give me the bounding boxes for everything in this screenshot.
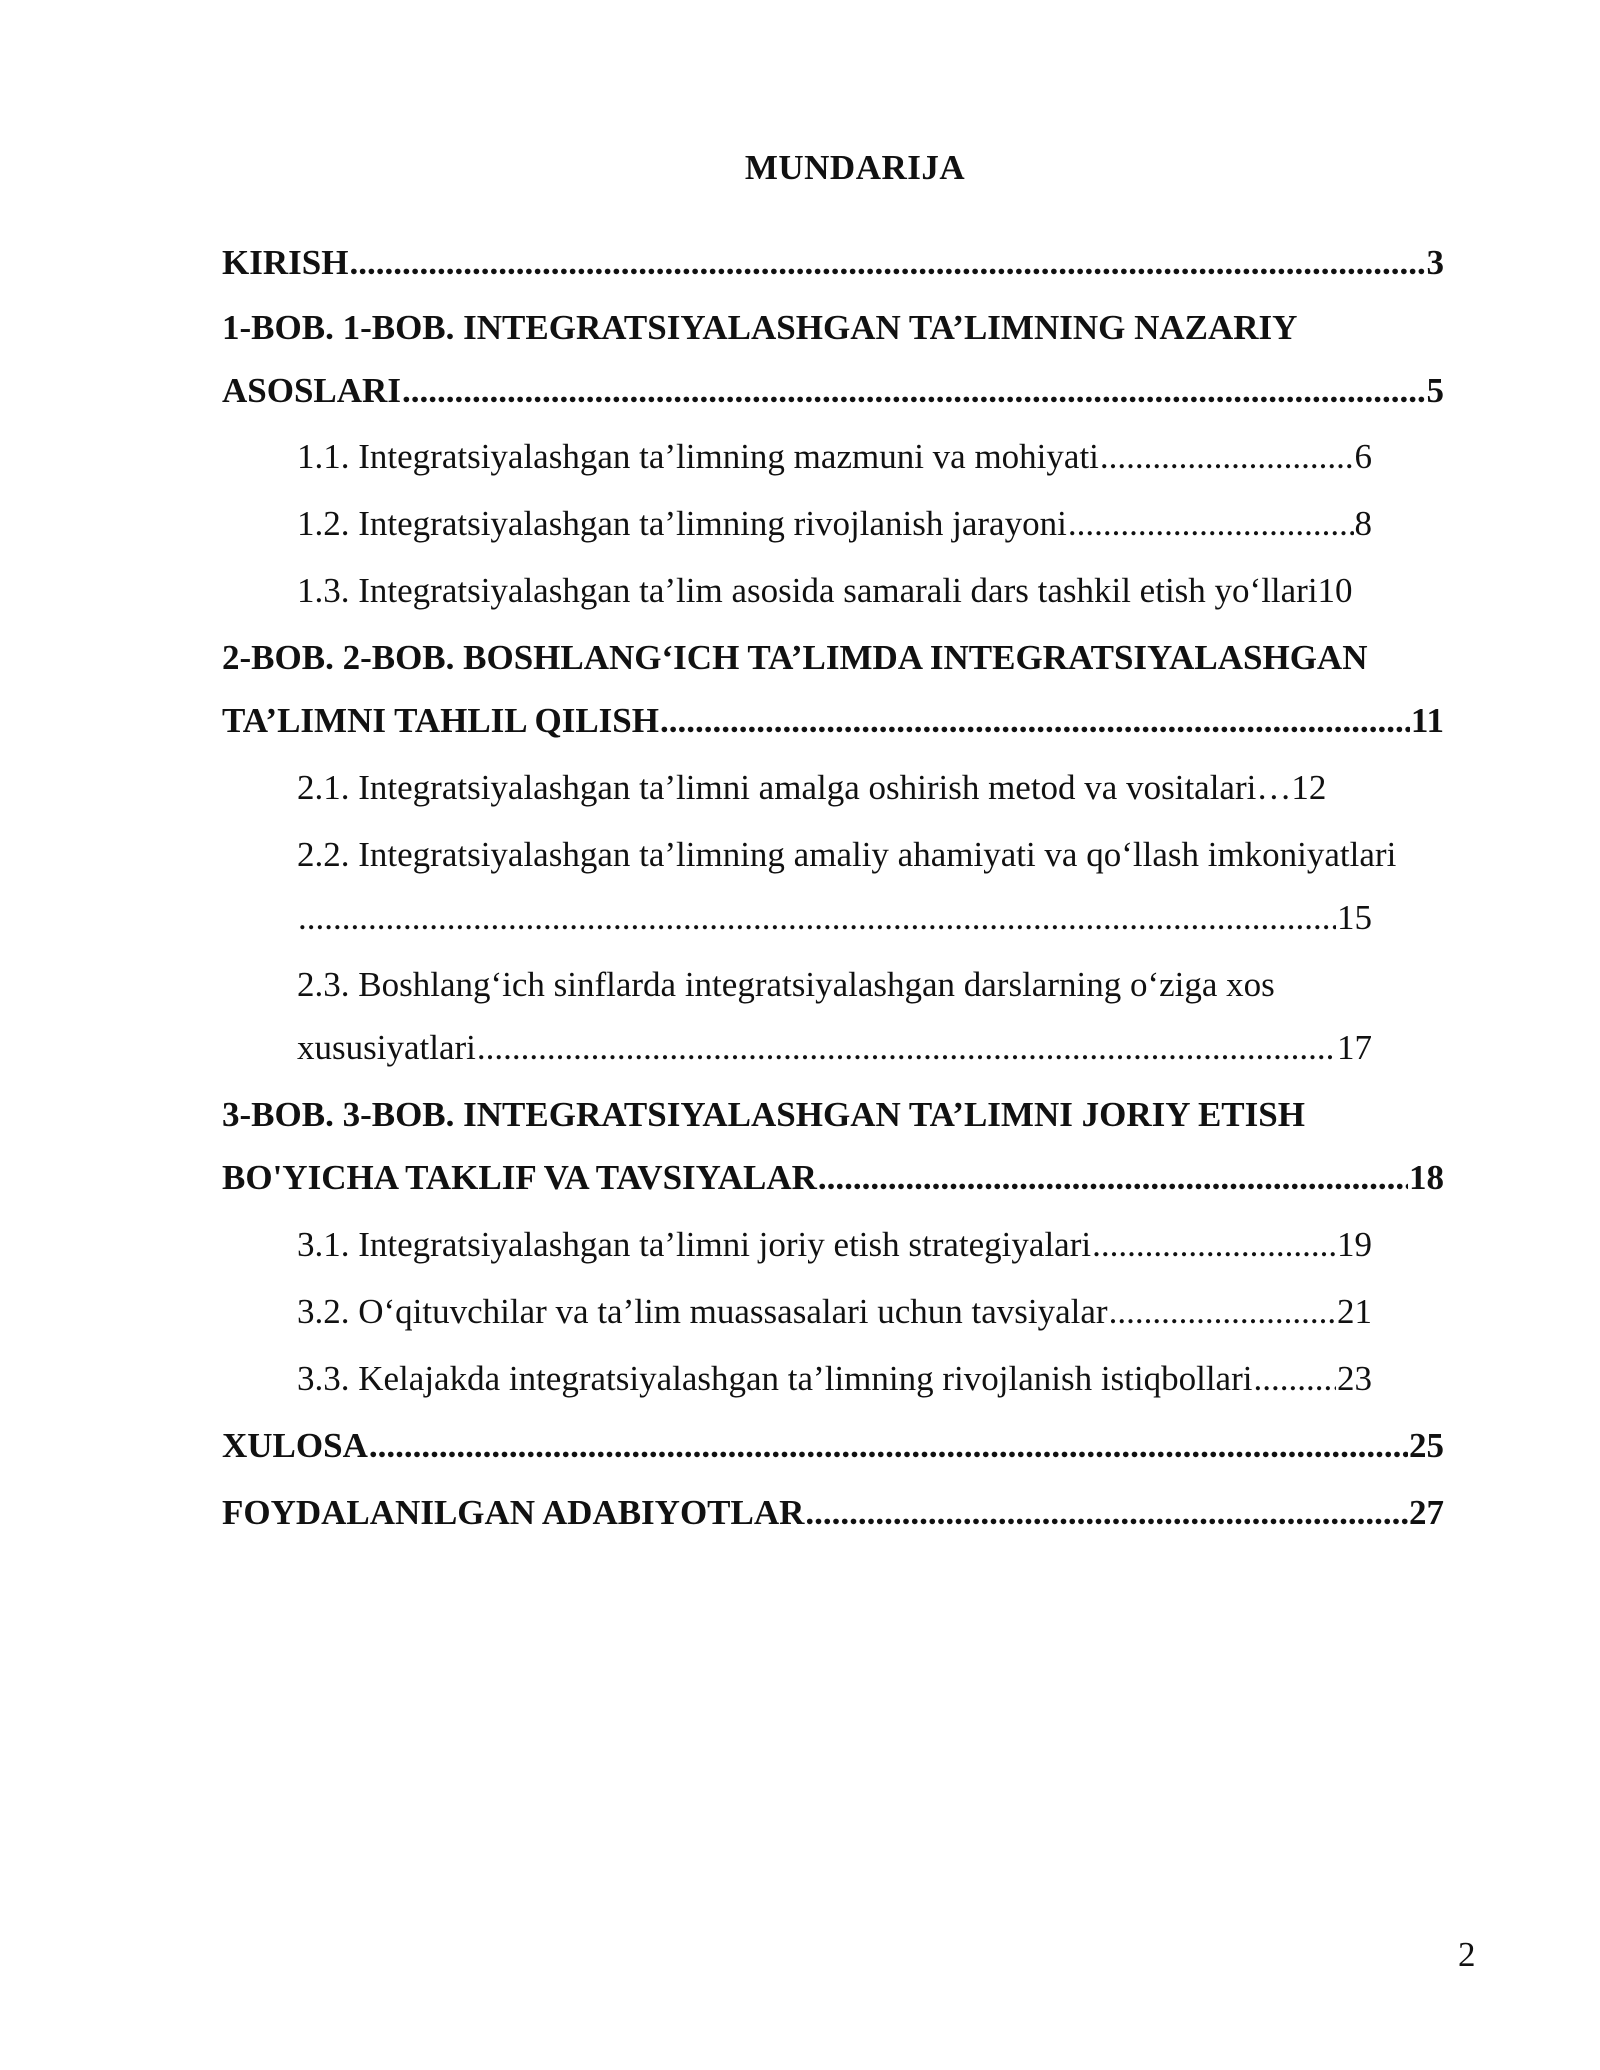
toc-entry-text: TA’LIMNI TAHLIL QILISH bbox=[222, 701, 659, 740]
toc-title: MUNDARIJA bbox=[744, 148, 966, 187]
dot-leader bbox=[1109, 1289, 1336, 1335]
toc-entry-text: ASOSLARI bbox=[222, 371, 401, 410]
toc-entry-text: 1.2. Integratsiyalashgan ta’limning rivojlanish jarayoni bbox=[297, 504, 1067, 543]
dot-leader bbox=[660, 698, 1410, 744]
toc-entry-text: FOYDALANILGAN ADABIYOTLAR bbox=[222, 1493, 805, 1532]
toc-entry-chapter-3-line-2 bbox=[222, 1155, 1444, 1201]
toc-entry-page: 27 bbox=[1409, 1493, 1444, 1532]
toc-entry-page: 21 bbox=[1337, 1292, 1372, 1331]
toc-entry-text: 3.2. O‘qituvchilar va ta’lim muassasalari uchun tavsiyalar bbox=[297, 1292, 1108, 1331]
toc-entry-page: 25 bbox=[1409, 1426, 1444, 1465]
toc-entry-text: XULOSA bbox=[222, 1426, 368, 1465]
toc-entry-page: 5 bbox=[1426, 371, 1444, 410]
dot-leader bbox=[805, 1490, 1408, 1536]
dot-leader bbox=[818, 1155, 1408, 1201]
toc-entry-page: 18 bbox=[1409, 1158, 1444, 1197]
toc-entry-2-2-line-1 bbox=[297, 832, 1444, 878]
toc-entry-page: 15 bbox=[1337, 898, 1372, 937]
toc-entry-text: KIRISH bbox=[222, 243, 349, 282]
toc-entry-chapter-1-line-1 bbox=[222, 305, 1444, 351]
toc-entry-text: 2.2. Integratsiyalashgan ta’limning amaliy ahamiyati va qo‘llash imkoniyatlari bbox=[297, 835, 1397, 874]
page-number: 2 bbox=[1458, 1935, 1476, 1974]
toc-entry-adabiyotlar bbox=[222, 1490, 1444, 1536]
toc-entry-text: 3-BOB. 3-BOB. INTEGRATSIYALASHGAN TA’LIMNI JORIY ETISH bbox=[222, 1095, 1305, 1134]
toc-entry-page: 8 bbox=[1354, 504, 1372, 543]
toc-entry-xulosa bbox=[222, 1423, 1444, 1469]
dot-leader bbox=[298, 895, 1336, 941]
toc-entry-text: 2.1. Integratsiyalashgan ta’limni amalga oshirish metod va vositalari…12 bbox=[297, 768, 1327, 807]
toc-entry-2-3-line-1 bbox=[297, 962, 1444, 1008]
toc-entry-2-2-line-2 bbox=[297, 895, 1372, 941]
toc-entry-3-1 bbox=[297, 1222, 1372, 1268]
toc-entry-1-2 bbox=[297, 501, 1372, 547]
toc-entry-2-1 bbox=[297, 765, 1444, 811]
toc-entry-chapter-2-line-2 bbox=[222, 698, 1444, 744]
toc-entry-text: xususiyatlari bbox=[297, 1028, 476, 1067]
toc-entry-2-3-line-2 bbox=[297, 1025, 1372, 1071]
toc-entry-text: 3.1. Integratsiyalashgan ta’limni joriy etish strategiyalari bbox=[297, 1225, 1092, 1264]
toc-entry-1-3 bbox=[297, 568, 1444, 614]
toc-entry-kirish bbox=[222, 240, 1444, 286]
toc-entry-page: 23 bbox=[1337, 1359, 1372, 1398]
toc-entry-text: 3.3. Kelajakda integratsiyalashgan ta’limning rivojlanish istiqbollari bbox=[297, 1359, 1253, 1398]
toc-entry-3-3 bbox=[297, 1356, 1372, 1402]
toc-entry-page: 3 bbox=[1426, 243, 1444, 282]
dot-leader bbox=[402, 368, 1426, 414]
dot-leader bbox=[1100, 434, 1354, 480]
dot-leader bbox=[369, 1423, 1408, 1469]
toc-entry-page: 19 bbox=[1337, 1225, 1372, 1264]
toc-entry-text: BO'YICHA TAKLIF VA TAVSIYALAR bbox=[222, 1158, 817, 1197]
dot-leader bbox=[1253, 1356, 1336, 1402]
toc-entry-1-1 bbox=[297, 434, 1372, 480]
toc-entry-text: 1.1. Integratsiyalashgan ta’limning mazmuni va mohiyati bbox=[297, 437, 1099, 476]
toc-entry-3-2 bbox=[297, 1289, 1372, 1335]
dot-leader bbox=[349, 240, 1425, 286]
toc-entry-chapter-1-line-2 bbox=[222, 368, 1444, 414]
toc-entry-text: 1.3. Integratsiyalashgan ta’lim asosida samarali dars tashkil etish yo‘llari10 bbox=[297, 571, 1353, 610]
dot-leader bbox=[477, 1025, 1336, 1071]
toc-entry-text: 1-BOB. 1-BOB. INTEGRATSIYALASHGAN TA’LIMNING NAZARIY bbox=[222, 308, 1298, 347]
toc-entry-text: 2.3. Boshlang‘ich sinflarda integratsiyalashgan darslarning o‘ziga xos bbox=[297, 965, 1275, 1004]
toc-entry-text: 2-BOB. 2-BOB. BOSHLANG‘ICH TA’LIMDA INTEGRATSIYALASHGAN bbox=[222, 638, 1368, 677]
toc-entry-page: 11 bbox=[1410, 701, 1444, 740]
toc-entry-chapter-2-line-1 bbox=[222, 635, 1444, 681]
toc-entry-page: 6 bbox=[1354, 437, 1372, 476]
toc-entry-page: 17 bbox=[1337, 1028, 1372, 1067]
dot-leader bbox=[1092, 1222, 1336, 1268]
toc-entry-chapter-3-line-1 bbox=[222, 1092, 1444, 1138]
dot-leader bbox=[1068, 501, 1354, 547]
